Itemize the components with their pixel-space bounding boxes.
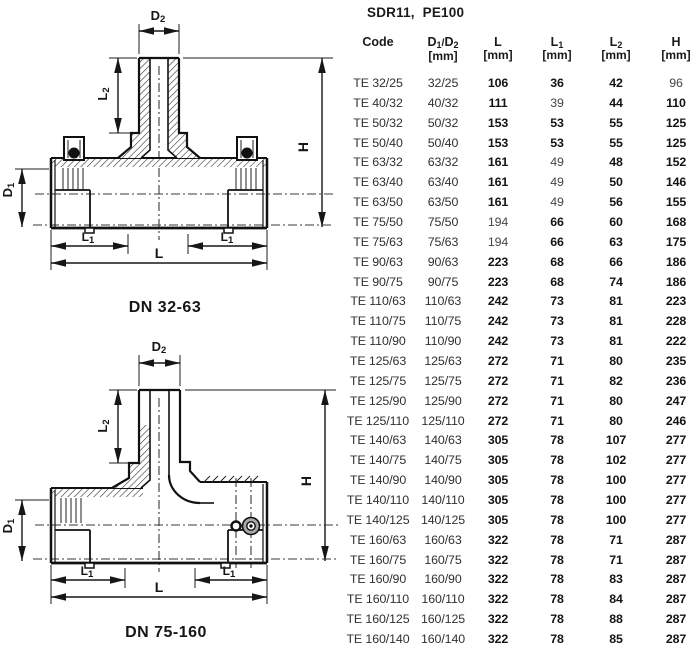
cell-code: TE 63/40 [353, 175, 403, 190]
cell-d: 140/63 [424, 433, 462, 448]
cell-l2: 107 [605, 433, 627, 448]
cell-h: 277 [665, 493, 687, 508]
cell-l2: 56 [609, 195, 623, 210]
cell-h: 152 [665, 155, 687, 170]
table-row [0, 392, 700, 412]
table-row [0, 273, 700, 293]
cell-d: 63/32 [427, 155, 459, 170]
cell-h: 228 [665, 314, 687, 329]
dim-label-l: L [154, 245, 164, 261]
cell-l2: 82 [609, 373, 623, 388]
cell-code: TE 110/63 [350, 294, 406, 309]
cell-l: 305 [487, 433, 509, 448]
col-header-l: L [mm] [483, 35, 513, 62]
cell-d: 110/63 [424, 294, 462, 309]
dim-label-l1-right: L1 [220, 230, 234, 246]
cell-code: TE 110/75 [350, 314, 406, 329]
cell-l1: 53 [550, 115, 564, 130]
table-row [0, 94, 700, 114]
cell-l1: 71 [550, 413, 564, 428]
cell-l: 272 [487, 354, 509, 369]
cell-l1: 49 [550, 155, 564, 170]
dim-label-l1-left: L1 [81, 230, 95, 246]
cell-d: 32/25 [427, 76, 459, 90]
table-row [0, 332, 700, 352]
cell-d: 125/110 [421, 413, 465, 428]
cell-code: TE 125/75 [349, 373, 407, 388]
dim-label-l2: L2 [95, 87, 112, 101]
table-row [0, 372, 700, 392]
table-row [0, 193, 700, 213]
cell-d: 90/75 [427, 274, 459, 289]
cell-code: TE 50/40 [353, 135, 403, 150]
cell-h: 287 [665, 592, 687, 607]
drawing-caption: DN 32-63 [128, 299, 202, 316]
cell-l: 223 [487, 254, 509, 269]
cell-h: 277 [665, 473, 687, 488]
cell-d: 140/75 [424, 453, 462, 468]
cell-h: 175 [665, 234, 687, 249]
cell-h: 277 [665, 453, 687, 468]
cell-l: 106 [487, 76, 509, 90]
cell-h: 168 [665, 215, 687, 230]
cell-l: 153 [487, 115, 509, 130]
cell-l: 272 [487, 413, 509, 428]
cell-l1: 53 [550, 135, 564, 150]
table-row [0, 253, 700, 273]
cell-l1: 78 [550, 493, 564, 508]
cell-code: TE 63/32 [353, 155, 403, 170]
cell-d: 50/40 [427, 135, 459, 150]
cell-l: 322 [487, 552, 509, 567]
cell-l: 305 [487, 493, 509, 508]
cell-h: 277 [665, 512, 687, 527]
table-row [0, 610, 700, 630]
cell-l2: 80 [609, 354, 623, 369]
dim-label-h: H [298, 475, 314, 487]
cell-d: 63/40 [427, 175, 459, 190]
cell-l2: 50 [609, 175, 623, 190]
table-row [0, 233, 700, 253]
table-row [0, 74, 700, 94]
cell-l1: 73 [550, 334, 564, 349]
cell-d: 63/50 [427, 195, 459, 210]
cell-l: 322 [487, 592, 509, 607]
cell-l: 305 [487, 473, 509, 488]
cell-l1: 78 [550, 572, 564, 587]
table-row [0, 511, 700, 534]
cell-code: TE 140/75 [349, 453, 407, 468]
cell-h: 235 [665, 354, 687, 369]
cell-code: TE 75/50 [353, 215, 403, 230]
cell-d: 125/75 [424, 373, 462, 388]
dim-label-d1: D1 [0, 182, 17, 198]
cell-code: TE 40/32 [353, 95, 403, 110]
cell-d: 110/90 [424, 334, 462, 349]
cell-d: 140/110 [421, 493, 465, 508]
table-row [0, 312, 700, 332]
dim-label-l1-left: L1 [80, 564, 94, 580]
cell-l2: 80 [609, 393, 623, 408]
cell-l1: 66 [550, 234, 564, 249]
col-header-l2: $L_2$ [mm] [601, 35, 631, 62]
cell-l1: 68 [550, 274, 564, 289]
cell-h: 287 [665, 572, 687, 587]
table-row [0, 590, 700, 610]
table-row [0, 551, 700, 571]
cell-l1: 71 [550, 393, 564, 408]
cell-h: 186 [665, 274, 687, 289]
cell-l2: 85 [609, 632, 623, 647]
cell-d: 160/90 [424, 572, 462, 587]
cell-h: 223 [665, 294, 687, 309]
cell-l2: 44 [609, 95, 623, 110]
dim-label-h: H [295, 141, 311, 153]
cell-h: 277 [665, 433, 687, 448]
cell-d: 50/32 [427, 115, 459, 130]
cell-l1: 36 [550, 76, 564, 90]
cell-code: TE 160/125 [346, 612, 410, 627]
cell-l2: 100 [605, 473, 627, 488]
cell-l1: 49 [550, 175, 564, 190]
cell-h: 246 [665, 413, 687, 428]
cell-h: 287 [665, 612, 687, 627]
cell-l2: 60 [609, 215, 623, 230]
cell-l1: 78 [550, 552, 564, 567]
cell-h: 236 [665, 373, 687, 388]
table-row [0, 570, 700, 590]
col-header-h: H [mm] [661, 35, 691, 62]
dim-label-l: L [154, 579, 164, 595]
dim-label-d2: D2 [150, 8, 166, 25]
cell-code: TE 140/110 [346, 493, 410, 508]
cell-code: TE 32/25 [353, 76, 403, 90]
table-row [0, 531, 700, 551]
cell-d: 75/50 [427, 215, 459, 230]
cell-l1: 73 [550, 294, 564, 309]
cell-l: 242 [487, 294, 509, 309]
cell-l1: 78 [550, 453, 564, 468]
cell-l: 161 [487, 155, 509, 170]
table-row [0, 173, 700, 193]
cell-l1: 78 [550, 433, 564, 448]
cell-l: 242 [487, 334, 509, 349]
cell-l2: 81 [609, 294, 623, 309]
cell-code: TE 140/63 [349, 433, 407, 448]
cell-code: TE 140/90 [349, 473, 407, 488]
cell-l2: 81 [609, 334, 623, 349]
table-row [0, 352, 700, 372]
col-header-d1d2: $D_1/D_2$ [mm] [427, 35, 459, 63]
cell-code: TE 125/63 [349, 354, 407, 369]
cell-l: 272 [487, 393, 509, 408]
cell-l1: 78 [550, 532, 564, 547]
cell-l: 305 [487, 453, 509, 468]
table-row [0, 292, 700, 312]
cell-code: TE 160/75 [349, 552, 407, 567]
cell-l2: 55 [609, 115, 623, 130]
cell-l2: 100 [605, 493, 627, 508]
cell-d: 160/75 [424, 552, 462, 567]
cell-code: TE 125/110 [346, 413, 410, 428]
cell-l: 223 [487, 274, 509, 289]
cell-d: 90/63 [427, 254, 459, 269]
col-header-code: Code [362, 35, 394, 49]
cell-l2: 71 [609, 532, 623, 547]
cell-l: 272 [487, 373, 509, 388]
cell-l2: 42 [609, 76, 623, 90]
cell-l2: 74 [609, 274, 623, 289]
dimension-table [0, 74, 700, 650]
cell-l: 161 [487, 195, 509, 210]
table-row [0, 213, 700, 233]
cell-l1: 66 [550, 215, 564, 230]
table-row [0, 491, 700, 511]
cell-h: 155 [665, 195, 687, 210]
cell-d: 160/125 [420, 612, 466, 627]
cell-l: 322 [487, 572, 509, 587]
col-header-l1: $L_1$ [mm] [542, 35, 572, 62]
cell-code: TE 160/90 [349, 572, 407, 587]
table-row [0, 451, 700, 471]
cell-l: 322 [487, 532, 509, 547]
cell-l: 111 [488, 95, 508, 110]
cell-l1: 78 [550, 612, 564, 627]
cell-l1: 78 [550, 473, 564, 488]
cell-l: 194 [487, 234, 509, 249]
cell-l2: 102 [605, 453, 627, 468]
cell-h: 247 [665, 393, 687, 408]
cell-h: 287 [665, 552, 687, 567]
table-row [0, 153, 700, 173]
cell-l2: 55 [609, 135, 623, 150]
cell-code: TE 160/140 [346, 632, 410, 647]
cell-l2: 83 [609, 572, 623, 587]
cell-d: 160/63 [424, 532, 462, 547]
cell-l2: 66 [609, 254, 623, 269]
cell-d: 110/75 [424, 314, 462, 329]
cell-code: TE 50/32 [353, 115, 403, 130]
cell-d: 160/140 [420, 632, 466, 647]
cell-l1: 78 [550, 592, 564, 607]
cell-code: TE 63/50 [353, 195, 403, 210]
cell-l: 322 [487, 612, 509, 627]
cell-l: 153 [487, 135, 509, 150]
cell-l2: 100 [605, 512, 627, 527]
table-row [0, 412, 700, 432]
cell-h: 146 [665, 175, 687, 190]
cell-code: TE 160/110 [346, 592, 410, 607]
cell-l2: 81 [609, 314, 623, 329]
page-title: SDR11, PE100 [367, 5, 465, 20]
cell-d: 75/63 [427, 234, 459, 249]
cell-l1: 49 [550, 195, 564, 210]
cell-d: 40/32 [427, 95, 459, 110]
cell-code: TE 125/90 [349, 393, 407, 408]
cell-l1: 73 [550, 314, 564, 329]
cell-code: TE 160/63 [349, 532, 407, 547]
cell-code: TE 75/63 [353, 234, 403, 249]
cell-l1: 71 [550, 354, 564, 369]
cell-code: TE 110/90 [350, 334, 406, 349]
cell-l: 194 [487, 215, 509, 230]
cell-d: 140/90 [424, 473, 462, 488]
table-row [0, 114, 700, 134]
cell-h: 287 [665, 632, 687, 647]
dim-label-l2: L2 [95, 419, 112, 433]
cell-h: 125 [665, 115, 687, 130]
cell-l2: 84 [609, 592, 623, 607]
cell-l1: 71 [550, 373, 564, 388]
dim-label-d2: D2 [151, 339, 167, 356]
dim-label-d1: D1 [0, 518, 17, 534]
cell-l2: 48 [609, 155, 623, 170]
cell-h: 125 [665, 135, 687, 150]
cell-l2: 80 [609, 413, 623, 428]
cell-code: TE 90/75 [353, 274, 403, 289]
table-row [0, 630, 700, 650]
cell-h: 110 [666, 95, 686, 110]
cell-d: 125/63 [424, 354, 462, 369]
cell-l1: 78 [550, 632, 564, 647]
cell-d: 160/110 [421, 592, 465, 607]
cell-h: 287 [665, 532, 687, 547]
cell-h: 96 [669, 76, 683, 90]
cell-l2: 88 [609, 612, 623, 627]
dim-label-l1-right: L1 [222, 564, 236, 580]
cell-h: 222 [665, 334, 687, 349]
cell-l: 161 [487, 175, 509, 190]
cell-l: 242 [487, 314, 509, 329]
cell-l1: 78 [550, 512, 564, 527]
cell-d: 140/125 [420, 512, 466, 527]
cell-d: 125/90 [424, 393, 462, 408]
cell-code: TE 140/125 [346, 512, 410, 527]
cell-l: 322 [487, 632, 509, 647]
cell-l2: 63 [609, 234, 623, 249]
drawing-caption: DN 75-160 [125, 624, 207, 641]
cell-l1: 39 [550, 95, 564, 110]
cell-l2: 71 [609, 552, 623, 567]
cell-code: TE 90/63 [353, 254, 403, 269]
table-row [0, 431, 700, 451]
cell-h: 186 [665, 254, 687, 269]
table-row [0, 471, 700, 491]
cell-l1: 68 [550, 254, 564, 269]
table-row [0, 134, 700, 154]
cell-l: 305 [487, 512, 509, 527]
